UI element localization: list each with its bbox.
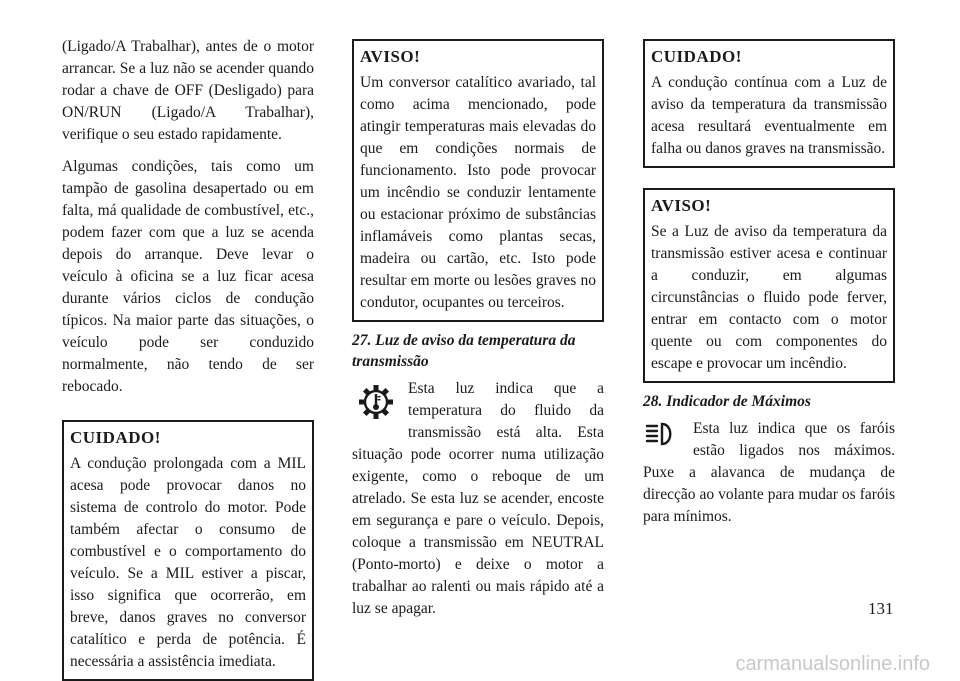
warning-text: Um conversor catalítico avariado, tal como acima mencionado, pode atingir temperaturas mais elevadas do que em condições normais de funcionamento. Isto pode provocar um incêndio se conduzir lentamente ou estacionar próximo de substâncias inflamáveis como plantas secas, madeira ou cartão, etc. Isto pode resultar em morte ou lesões graves no condutor, ocupantes ou terceiros. — [360, 74, 596, 311]
conditions-paragraph: Algumas condições, tais como um tampão de gasolina desapertado ou em falta, má qualidade de combustível, etc., podem fazer com que a luz se acenda depois do arranque. Deve levar o veículo à oficina se a luz ficar acesa durante vários ciclos de condução típicos. Na maior parte das situações, o veículo pode ser conduzido normalmente, não tendo de ser rebocado. — [62, 158, 314, 395]
section-heading-27: 27. Luz de aviso da temperatura da transmissão — [352, 332, 576, 370]
warning-box-catalytic — [352, 39, 604, 322]
intro-paragraph: (Ligado/A Trabalhar), antes de o motor arrancar. Se a luz não se acender quando rodar a chave de OFF (Desligado) para ON/RUN (Ligado/A Trabalhar), verifique o seu estado rapidamente. — [62, 38, 314, 143]
caution-title: CUIDADO! — [651, 47, 742, 66]
warning-text: Se a Luz de aviso da temperatura da transmissão estiver acesa e continuar a conduzir, em algumas circunstâncias o fluido pode ferver, entrar em contacto com o motor quente ou com componentes do escape e provocar um incêndio. — [651, 223, 887, 372]
caution-box-mil — [62, 420, 314, 681]
column-2 — [352, 39, 604, 630]
caution-text: A condução prolongada com a MIL acesa pode provocar danos no sistema de controlo do motor. Pode também afectar o consumo de combustível e o comportamento do veículo. Se a MIL estiver a piscar, isso significa que ocorrerão, em breve, danos graves no conversor catalítico e perda de potência. É necessária a assistência imediata. — [70, 455, 306, 670]
page-number: 131 — [868, 599, 894, 618]
warning-box-transmission — [643, 188, 895, 383]
caution-title: CUIDADO! — [70, 428, 161, 447]
caution-box-transmission — [643, 39, 895, 168]
transmission-temperature-icon — [356, 382, 396, 422]
watermark: carmanualsonline.info — [735, 653, 930, 675]
warning-title: AVISO! — [651, 196, 712, 215]
section-28-body — [643, 418, 895, 528]
section-heading-28: 28. Indicador de Máximos — [643, 393, 811, 410]
warning-title: AVISO! — [360, 47, 421, 66]
section-27-body — [352, 378, 604, 620]
section-27-text: Esta luz indica que a temperatura do fluido da transmissão está alta. Esta situação pode ocorrer numa utilização exigente, como o reboque de um atrelado. Se esta luz se acender, encoste em segurança e pare o veículo. Depois, coloque a transmissão em NEUTRAL (Ponto-morto) e deixe o motor a trabalhar ao ralenti ou mais rápido até a luz se apagar. — [352, 380, 604, 617]
section-28-text: Esta luz indica que os faróis estão ligados nos máximos. Puxe a alavanca de mudança de direcção ao volante para mudar os faróis para mínimos. — [643, 420, 895, 525]
high-beam-icon — [645, 421, 677, 447]
column-1 — [62, 36, 314, 681]
column-3 — [643, 39, 895, 538]
caution-text: A condução contínua com a Luz de aviso da temperatura da transmissão acesa resultará eventualmente em falha ou danos graves na transmissão. — [651, 74, 887, 157]
